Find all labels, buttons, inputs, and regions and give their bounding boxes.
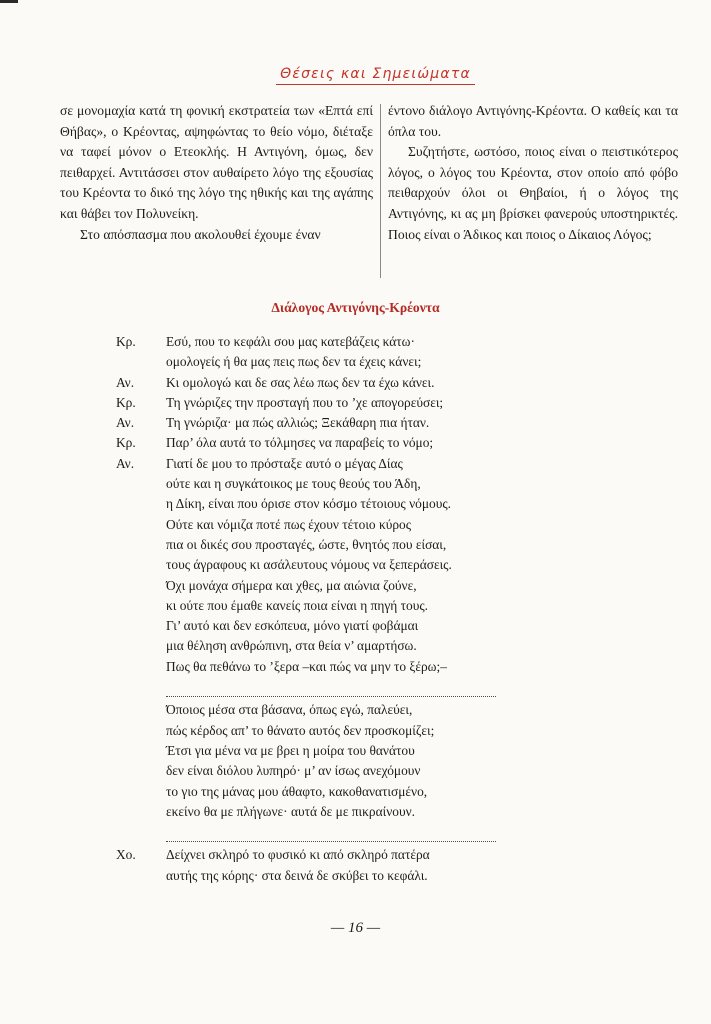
right-column (388, 101, 678, 245)
omission-dotted-line (166, 677, 496, 697)
dialogue-line (116, 433, 536, 453)
speaker-label (116, 555, 166, 575)
speaker-label (116, 866, 166, 886)
dialogue-line (116, 802, 536, 822)
dialogue-line (116, 393, 536, 413)
speaker-label (116, 782, 166, 802)
dialogue-block (116, 332, 536, 886)
dialogue-line (116, 373, 536, 393)
dialogue-line (116, 352, 536, 372)
left-paragraph-2: Στο απόσπασμα που ακολουθεί έχουμε έναν (80, 226, 321, 242)
dialogue-line (116, 700, 536, 720)
verse-text: Πως θα πεθάνω το ’ξερα –και πώς να μην το ξέρω;– (166, 658, 447, 674)
speaker-label (116, 535, 166, 555)
omission-dotted-line (166, 822, 496, 842)
speaker-label: Χο. (116, 847, 136, 863)
speaker-label (116, 576, 166, 596)
dialogue-line (116, 782, 536, 802)
speaker-label (116, 657, 166, 677)
verse-text: Παρ’ όλα αυτά το τόλμησες να παραβείς το νόμο; (166, 435, 434, 451)
verse-text: Τη γνώριζα· μα πώς αλλιώς; Ξεκάθαρη πια ήταν. (166, 415, 430, 431)
dialogue-line (116, 535, 536, 555)
verse-text: πια οι δικές σου προσταγές, ώστε, θνητός που είσαι, (166, 536, 447, 552)
speaker-label (116, 596, 166, 616)
dialogue-title: Διάλογος Αντιγόνης-Κρέοντα (271, 300, 440, 315)
verse-text: αυτής της κόρης· στα δεινά δε σκύβει το κεφάλι. (166, 867, 428, 883)
speaker-label (116, 494, 166, 514)
speaker-label: Κρ. (116, 435, 136, 451)
left-paragraph-1: σε μονομαχία κατά τη φονική εκστρατεία των «Επτά επί Θήβας», ο Κρέοντας, αψηφώντας το θείο νόμο, διέταξε να ταφεί μόνον ο Ετεοκλής. Η Αντιγόνη, όμως, δεν πειθαρχεί. Αντιτάσσει στον αυθαίρετο λόγο της εξουσίας του Κρέοντα το δικό της λόγο της ηθικής και της αγάπης και θάβει τον Πολυνείκη. (60, 103, 373, 221)
speaker-label: Κρ. (116, 394, 136, 410)
verse-text: Όποιος μέσα στα βάσανα, όπως εγώ, παλεύει, (166, 702, 413, 718)
dialogue-line (116, 332, 536, 352)
verse-text: πώς κέρδος απ’ το θάνατο αυτός δεν προσκομίζει; (166, 722, 435, 738)
right-paragraph-2: Συζητήστε, ωστόσο, ποιος είναι ο πειστικότερος λόγος, ο λόγος του Κρέοντα, στον οποίο από φόβο πειθαρχούν όλοι οι Θηβαίοι, ή ο λόγος της Αντιγόνης, κι ας μη βρίσκει φανερούς υποστηρικτές. Ποιος είναι ο Άδικος και ποιος ο Δίκαιος Λόγος; (388, 144, 678, 242)
dialogue-line (116, 515, 536, 535)
verse-text: Δείχνει σκληρό το φυσικό κι από σκληρό πατέρα (166, 847, 430, 863)
dialogue-line (116, 474, 536, 494)
left-column (60, 101, 373, 245)
speaker-label (116, 352, 166, 372)
speaker-label (116, 721, 166, 741)
dialogue-line (116, 576, 536, 596)
verse-text: Γι’ αυτό και δεν εσκόπευα, μόνο γιατί φοβάμαι (166, 618, 419, 634)
dialogue-line (116, 616, 536, 636)
verse-text: δεν είναι διόλου λυπηρό· μ’ αν ίσως ανεχόμουν (166, 763, 421, 779)
speaker-label (116, 700, 166, 720)
verse-text: Εσύ, που το κεφάλι σου μας κατεβάζεις κάτω· (166, 334, 415, 349)
verse-text: εκείνο θα με πλήγωνε· αυτά δε με πικραίνουν. (166, 803, 415, 819)
dialogue-line (116, 596, 536, 616)
verse-text: η Δίκη, είναι που όρισε στον κόσμο τέτοιους νόμους. (166, 496, 451, 512)
verse-text: ούτε και η συγκάτοικος με τους θεούς του Άδη, (166, 476, 421, 492)
dialogue-line (116, 413, 536, 433)
speaker-label: Κρ. (116, 334, 136, 349)
verse-text: μια θέληση ανθρώπινη, στα θεία ν’ αμαρτήσω. (166, 638, 417, 654)
verse-text: κι ούτε που έμαθε κανείς ποια είναι η πηγή τους. (166, 597, 428, 613)
speaker-label: Αν. (116, 374, 135, 390)
running-head (0, 66, 711, 85)
verse-text: Γιατί δε μου το πρόσταξε αυτό ο μέγας Δίας (166, 455, 403, 471)
running-head-text: Θέσεις και Σημειώματα (276, 66, 475, 85)
dialogue-line (116, 845, 536, 865)
verse-text: Ούτε και νόμιζα ποτέ πως έχουν τέτοιο κύρος (166, 516, 412, 532)
verse-text: τους άγραφους κι ασάλευτους νόμους να ξεπεράσεις. (166, 557, 452, 573)
verse-text: Τη γνώριζες την προσταγή που το ’χε απογορεύσει; (166, 394, 444, 410)
verse-text: Έτσι για μένα να με βρει η μοίρα του θανάτου (166, 742, 415, 758)
speaker-label (116, 802, 166, 822)
dialogue-line (116, 721, 536, 741)
speaker-label (116, 515, 166, 535)
scan-edge-mark (0, 0, 18, 3)
speaker-label: Αν. (116, 455, 135, 471)
verse-text: το γιο της μάνας μου άθαφτο, κακοθανατισμένο, (166, 783, 428, 799)
speaker-label (116, 616, 166, 636)
verse-text: ομολογείς ή θα μας πεις πως δεν τα έχεις κάνει; (166, 354, 422, 370)
right-paragraph-1: έντονο διάλογο Αντιγόνης-Κρέοντα. Ο καθείς και τα όπλα του. (388, 103, 678, 139)
speaker-label (116, 761, 166, 781)
dialogue-line (116, 657, 536, 677)
verse-text: Όχι μονάχα σήμερα και χθες, μα αιώνια ζούνε, (166, 577, 417, 593)
dialogue-line (116, 741, 536, 761)
dialogue-line (116, 454, 536, 474)
page-number: — 16 — (330, 920, 381, 936)
dialogue-line (116, 761, 536, 781)
dialogue-line (116, 866, 536, 886)
dialogue-line (116, 636, 536, 656)
dialogue-line (116, 555, 536, 575)
dialogue-line (116, 494, 536, 514)
speaker-label (116, 636, 166, 656)
column-divider (380, 104, 381, 278)
speaker-label (116, 741, 166, 761)
speaker-label (116, 474, 166, 494)
speaker-label: Αν. (116, 415, 135, 431)
verse-text: Κι ομολογώ και δε σας λέω πως δεν τα έχω κάνει. (166, 374, 435, 390)
